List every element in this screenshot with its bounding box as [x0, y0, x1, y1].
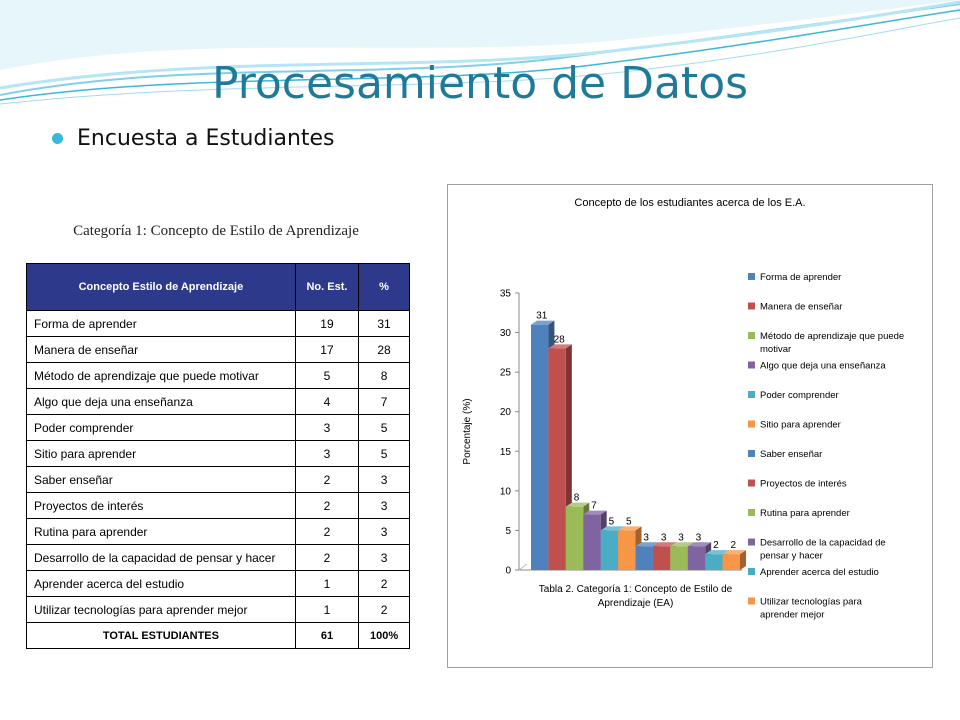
cell-count: 3 [295, 441, 358, 467]
cell-count: 3 [295, 415, 358, 441]
bar [723, 554, 740, 570]
y-tick-label: 35 [499, 288, 511, 300]
cell-percent: 5 [359, 441, 410, 467]
table-row [27, 415, 410, 441]
table-row [27, 493, 410, 519]
bar-chart [448, 185, 932, 667]
cell-percent: 2 [359, 597, 410, 623]
bullet-text: Encuesta a Estudiantes [77, 126, 335, 151]
legend-swatch [748, 332, 755, 339]
legend-swatch [748, 509, 755, 516]
chart-panel [447, 184, 933, 668]
legend-swatch [748, 362, 755, 369]
cell-concept: Desarrollo de la capacidad de pensar y hacer [27, 545, 296, 571]
table-row [27, 519, 410, 545]
legend-label: Método de aprendizaje que puede [760, 331, 905, 342]
x-axis-label-line2: Aprendizaje (EA) [597, 598, 674, 609]
legend-label: Proyectos de interés [760, 478, 847, 490]
table-row [27, 363, 410, 389]
data-label: 2 [730, 540, 737, 552]
data-label: 31 [536, 310, 548, 322]
cell-concept: Forma de aprender [27, 311, 296, 337]
legend-label: Rutina para aprender [760, 508, 850, 519]
bullet-item [52, 126, 335, 151]
legend-label: Algo que deja una enseñanza [760, 360, 886, 372]
bar [653, 546, 670, 570]
cell-count: 2 [295, 519, 358, 545]
y-axis-label: Porcentaje (%) [462, 398, 473, 465]
cell-count: 17 [295, 337, 358, 363]
data-label: 3 [678, 532, 684, 544]
data-label: 7 [591, 500, 597, 512]
x-axis-label-line1: Tabla 2. Categoría 1: Concepto de Estilo de [538, 584, 733, 595]
cell-percent: 5 [359, 415, 410, 441]
bar [688, 546, 705, 570]
cell-concept: Poder comprender [27, 415, 296, 441]
cell-percent: 3 [359, 467, 410, 493]
column-header-percent: % [359, 264, 410, 311]
total-count: 61 [295, 623, 358, 649]
table-row [27, 545, 410, 571]
legend-label: Saber enseñar [760, 449, 823, 460]
cell-concept: Aprender acerca del estudio [27, 571, 296, 597]
cell-count: 2 [295, 545, 358, 571]
table-row [27, 311, 410, 337]
chart-title: Concepto de los estudiantes acerca de los E.A. [574, 197, 806, 209]
legend-swatch [748, 303, 755, 310]
cell-percent: 2 [359, 571, 410, 597]
table-row [27, 337, 410, 363]
data-label: 3 [695, 532, 702, 544]
bar [583, 515, 600, 570]
bar [601, 530, 618, 570]
cell-percent: 7 [359, 389, 410, 415]
legend-label: pensar y hacer [760, 550, 823, 562]
bar [636, 546, 653, 570]
cell-concept: Utilizar tecnologías para aprender mejor [27, 597, 296, 623]
legend-label: Desarrollo de la capacidad de [760, 537, 886, 549]
data-label: 3 [660, 532, 667, 544]
y-tick-label: 25 [499, 367, 511, 379]
legend-label: motivar [760, 344, 792, 355]
legend-label: Forma de aprender [760, 272, 842, 283]
cell-count: 4 [295, 389, 358, 415]
y-tick-label: 0 [505, 565, 511, 577]
cell-count: 19 [295, 311, 358, 337]
y-tick-label: 20 [499, 407, 511, 419]
cell-count: 5 [295, 363, 358, 389]
x-axis-depth-line [519, 564, 527, 570]
data-label: 5 [626, 516, 632, 528]
column-header-count: No. Est. [295, 264, 358, 311]
table-row [27, 389, 410, 415]
data-label: 2 [713, 540, 719, 552]
bar [618, 530, 635, 570]
legend-label: Manera de enseñar [760, 301, 843, 313]
legend-label: Utilizar tecnologías para [760, 596, 862, 608]
bar [705, 554, 722, 570]
cell-percent: 8 [359, 363, 410, 389]
slide-title: Procesamiento de Datos [211, 58, 749, 109]
cell-percent: 3 [359, 493, 410, 519]
cell-percent: 3 [359, 519, 410, 545]
cell-count: 2 [295, 493, 358, 519]
cell-concept: Método de aprendizaje que puede motivar [27, 363, 296, 389]
bullet-dot-icon [52, 133, 63, 144]
cell-count: 1 [295, 571, 358, 597]
bar [670, 546, 687, 570]
bar [566, 507, 583, 570]
table-total-row [27, 623, 410, 649]
table-row [27, 571, 410, 597]
column-header-concept: Concepto Estilo de Aprendizaje [27, 264, 296, 311]
legend-label: Aprender acerca del estudio [760, 567, 879, 578]
total-percent: 100% [359, 623, 410, 649]
cell-concept: Proyectos de interés [27, 493, 296, 519]
legend-swatch [748, 391, 755, 398]
data-label: 28 [553, 334, 565, 346]
cell-percent: 28 [359, 337, 410, 363]
bar [531, 325, 548, 570]
legend-label: aprender mejor [760, 609, 825, 621]
legend-swatch [748, 539, 755, 546]
table-row [27, 467, 410, 493]
legend-swatch [748, 480, 755, 487]
table-row [27, 441, 410, 467]
y-tick-label: 10 [499, 486, 511, 498]
y-tick-label: 5 [505, 525, 511, 537]
y-tick-label: 15 [499, 446, 511, 458]
legend-label: Poder comprender [760, 390, 839, 401]
cell-count: 1 [295, 597, 358, 623]
legend-swatch [748, 421, 755, 428]
cell-concept: Manera de enseñar [27, 337, 296, 363]
y-tick-label: 30 [499, 328, 511, 340]
data-label: 5 [608, 516, 615, 528]
table-header-row [27, 264, 410, 311]
cell-concept: Sitio para aprender [27, 441, 296, 467]
legend-swatch [748, 273, 755, 280]
table-caption: Categoría 1: Concepto de Estilo de Aprendizaje [73, 223, 359, 239]
data-label: 8 [573, 492, 580, 504]
data-table [26, 263, 410, 649]
legend-swatch [748, 568, 755, 575]
cell-concept: Rutina para aprender [27, 519, 296, 545]
cell-concept: Algo que deja una enseñanza [27, 389, 296, 415]
data-label: 3 [643, 532, 649, 544]
legend-label: Sitio para aprender [760, 419, 841, 431]
cell-concept: Saber enseñar [27, 467, 296, 493]
legend-swatch [748, 598, 755, 605]
cell-percent: 3 [359, 545, 410, 571]
cell-percent: 31 [359, 311, 410, 337]
table-row [27, 597, 410, 623]
bar [548, 348, 565, 570]
cell-count: 2 [295, 467, 358, 493]
legend-swatch [748, 450, 755, 457]
total-label: TOTAL ESTUDIANTES [27, 623, 296, 649]
